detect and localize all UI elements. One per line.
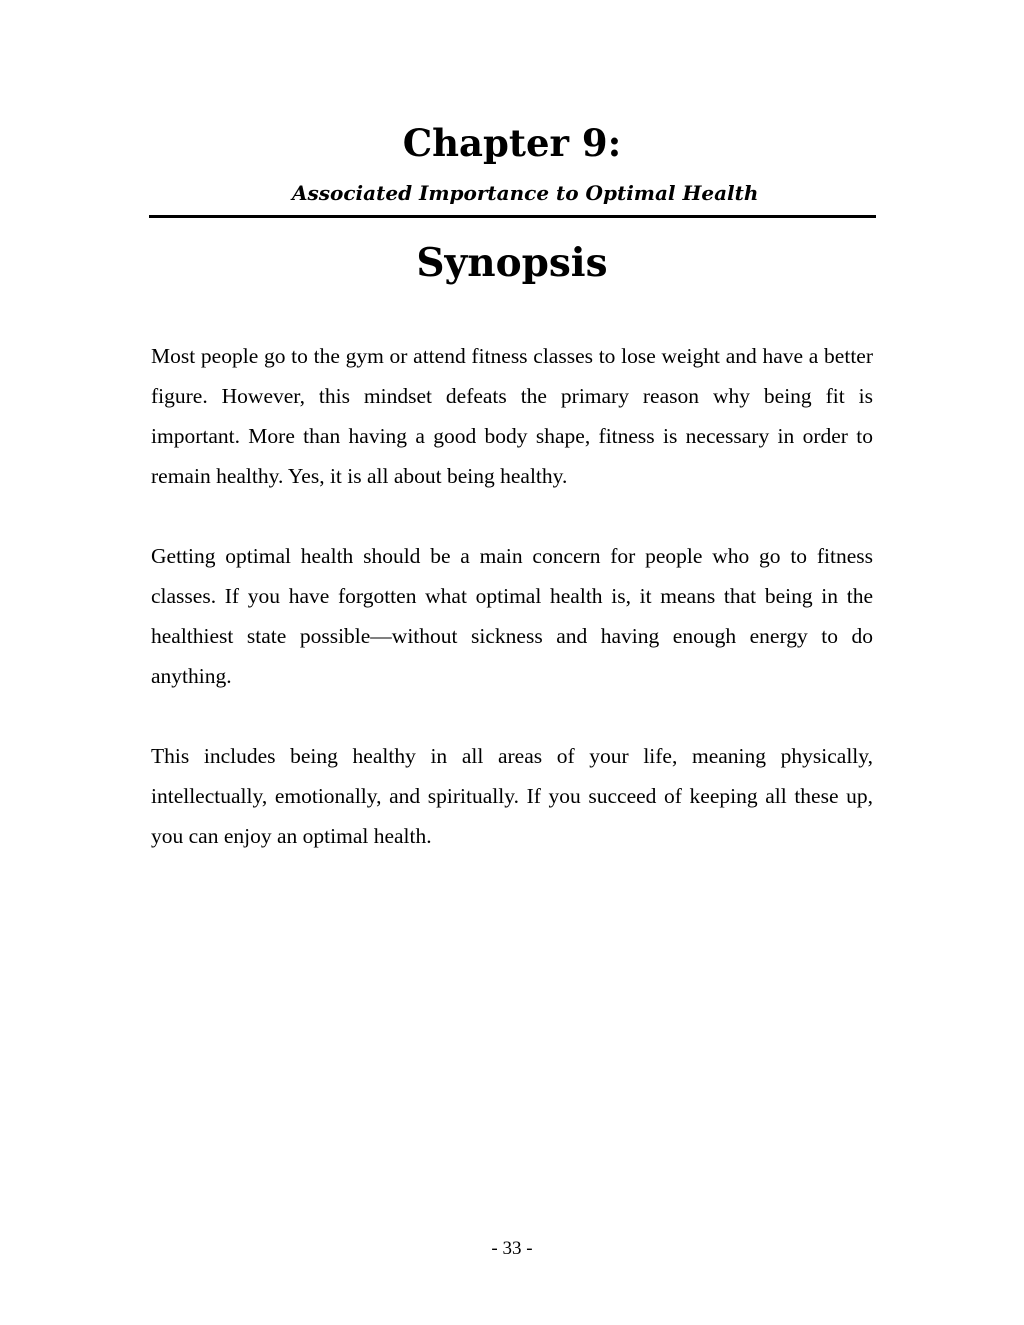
title-divider — [149, 215, 876, 218]
paragraph: Most people go to the gym or attend fitness classes to lose weight and have a better figure. However, this mindset defeats the primary reason why being fit is important. More than having a good body shape, fitness is necessary in order to remain healthy. Yes, it is all about being healthy. — [151, 344, 873, 488]
section-heading: Synopsis — [416, 240, 608, 286]
page-number: - 33 - — [491, 1238, 533, 1259]
body-text — [151, 336, 873, 896]
chapter-subtitle: Associated Importance to Optimal Health — [292, 181, 759, 205]
paragraph: This includes being healthy in all areas of your life, meaning physically, intellectually, emotionally, and spiritually. If you succeed of keeping all these up, you can enjoy an optimal health. — [151, 744, 873, 848]
chapter-title: Chapter 9: — [402, 121, 622, 165]
paragraph: Getting optimal health should be a main concern for people who go to fitness classes. If you have forgotten what optimal health is, it means that being in the healthiest state possible—without sickness and having enough energy to do anything. — [151, 544, 873, 688]
